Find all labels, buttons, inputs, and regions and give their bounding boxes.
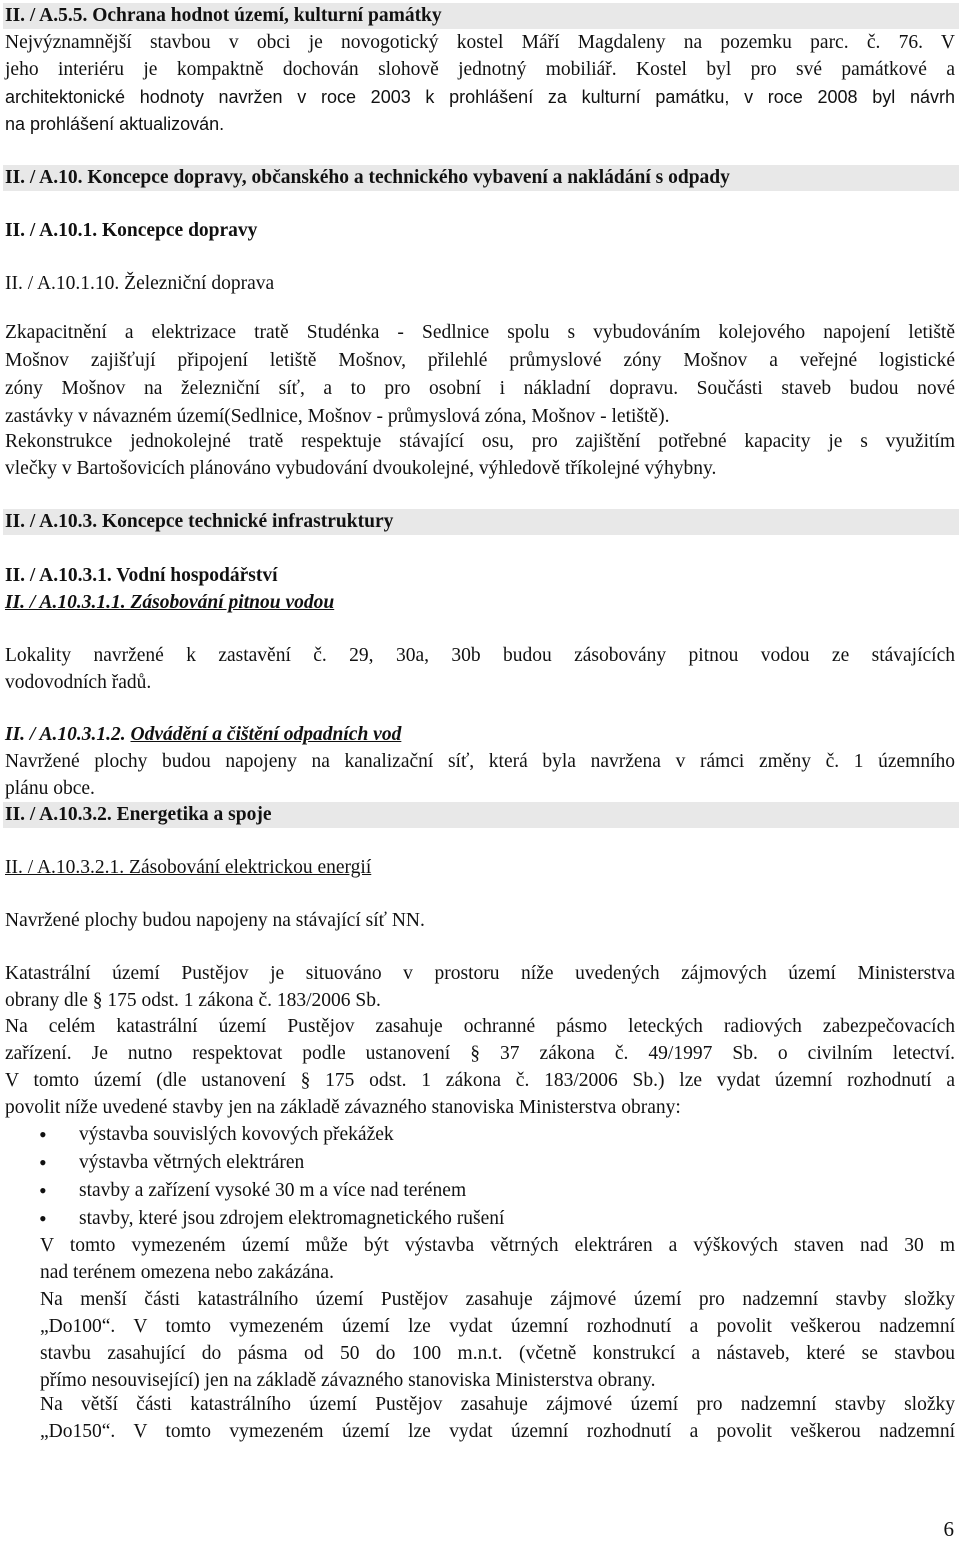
paragraph-line: Navržené plochy budou napojeny na stávající síť NN. <box>5 910 425 931</box>
paragraph-line: zóny Mošnov na železniční síť, a to pro osobní i nákladní dopravu. Součásti staveb budou nové <box>5 378 955 399</box>
paragraph-line: Na větší části katastrálního území Pustějov zasahuje zájmové území pro nadzemní stavby složky <box>40 1394 955 1415</box>
paragraph-line: nad terénem omezena nebo zakázána. <box>40 1262 334 1283</box>
paragraph-line: Navržené plochy budou napojeny na kanalizační síť, která byla navržena v rámci změny č. 1 územního <box>5 751 955 772</box>
heading-title: Odvádění a čištění odpadních vod <box>130 724 402 745</box>
heading-a-10-1-10: II. / A.10.1.10. Železniční doprava <box>5 273 275 294</box>
paragraph-line: Lokality navržené k zastavění č. 29, 30a, 30b budou zásobovány pitnou vodou ze stávajících <box>5 645 955 666</box>
paragraph-line: architektonické hodnoty navržen v roce 2003 k prohlášení za kulturní památku, v roce 2008 byl návrh <box>5 87 955 107</box>
heading-a-10-3-1: II. / A.10.3.1. Vodní hospodářství <box>5 565 278 586</box>
paragraph-line: V tomto vymezeném území může být výstavba větrných elektráren a výškových staven nad 30 m <box>40 1235 955 1256</box>
paragraph-line: na prohlášení aktualizován. <box>5 114 225 134</box>
paragraph-line: přímo nesouvisející) jen na základě závazného stanoviska Ministerstva obrany. <box>40 1370 656 1391</box>
bullet-icon: • <box>39 1122 47 1147</box>
heading-a-10-3: II. / A.10.3. Koncepce technické infrastruktury <box>3 509 959 535</box>
list-item: výstavba větrných elektráren <box>79 1152 305 1173</box>
heading-a-10-3-1-1: II. / A.10.3.1.1. Zásobování pitnou vodou <box>5 592 335 613</box>
paragraph-line: „Do150“. V tomto vymezeném území lze vydat územní rozhodnutí a povolit veškerou nadzemní <box>40 1421 955 1442</box>
paragraph-line: Rekonstrukce jednokolejné tratě respektuje stávající osu, pro zajištění potřebné kapacity je s využitím <box>5 431 955 452</box>
heading-a-5-5: II. / A.5.5. Ochrana hodnot území, kulturní památky <box>3 3 959 29</box>
paragraph-line: vlečky v Bartošovicích plánováno vybudování dvoukolejné, výhledově tříkolejné výhybny. <box>5 458 717 479</box>
paragraph-line: „Do100“. V tomto vymezeném území lze vydat územní rozhodnutí a povolit veškerou nadzemní <box>40 1316 955 1337</box>
heading-a-10-1: II. / A.10.1. Koncepce dopravy <box>5 220 258 241</box>
paragraph-line: Mošnov zajišťují připojení letiště Mošnov, přilehlé průmyslové zóny Mošnov a veřejné logistické <box>5 350 955 371</box>
heading-a-10-3-2-1: II. / A.10.3.2.1. Zásobování elektrickou energií <box>5 857 372 878</box>
list-item: stavby, které jsou zdrojem elektromagnetického rušení <box>79 1208 505 1229</box>
list-item: stavby a zařízení vysoké 30 m a více nad terénem <box>79 1180 467 1201</box>
paragraph-line: vodovodních řadů. <box>5 672 152 693</box>
paragraph-line: obrany dle § 175 odst. 1 zákona č. 183/2006 Sb. <box>5 990 381 1011</box>
paragraph-line: plánu obce. <box>5 778 95 799</box>
paragraph-line: Na menší části katastrálního území Pustějov zasahuje zájmové území pro nadzemní stavby složky <box>40 1289 955 1310</box>
paragraph-line: povolit níže uvedené stavby jen na základě závazného stanoviska Ministerstva obrany: <box>5 1097 681 1118</box>
paragraph-line: zařízení. Je nutno respektovat podle ustanovení § 37 zákona č. 49/1997 Sb. o civilním letectví. <box>5 1043 955 1064</box>
paragraph-line: Nejvýznamnější stavbou v obci je novogotický kostel Máří Magdaleny na pozemku parc. č. 76. V <box>5 32 955 53</box>
list-item: výstavba souvislých kovových překážek <box>79 1124 394 1145</box>
paragraph-line: zastávky v návazném území(Sedlnice, Mošnov - průmyslová zóna, Mošnov - letiště). <box>5 406 670 427</box>
heading-a-10-3-1-2 <box>5 722 401 748</box>
paragraph-line: Zkapacitnění a elektrizace tratě Studénka - Sedlnice spolu s vybudováním kolejového napojení letiště <box>5 322 955 343</box>
paragraph-line: stavbu zasahující do pásma od 50 do 100 m.n.t. (včetně konstrukcí a nástaveb, které se stavbou <box>40 1343 955 1364</box>
bullet-icon: • <box>39 1206 47 1231</box>
paragraph-line: V tomto území (dle ustanovení § 175 odst. 1 zákona č. 183/2006 Sb.) lze vydat územní rozhodnutí a <box>5 1070 955 1091</box>
heading-number: II. / A.10.3.1.2. <box>5 724 126 745</box>
heading-a-10: II. / A.10. Koncepce dopravy, občanského a technického vybavení a nakládání s odpady <box>3 165 959 191</box>
heading-a-10-3-2: II. / A.10.3.2. Energetika a spoje <box>3 802 959 828</box>
paragraph-line: Katastrální území Pustějov je situováno v prostoru níže uvedených zájmových území Ministerstva <box>5 963 955 984</box>
paragraph-line: jeho interiéru je kompaktně dochován slohově jednotný mobiliář. Kostel byl pro své památkové a <box>5 59 955 80</box>
bullet-icon: • <box>39 1178 47 1203</box>
paragraph-line: Na celém katastrální území Pustějov zasahuje ochranné pásmo leteckých radiových zabezpečovacích <box>5 1016 955 1037</box>
bullet-icon: • <box>39 1150 47 1175</box>
page-number: 6 <box>943 1517 954 1541</box>
